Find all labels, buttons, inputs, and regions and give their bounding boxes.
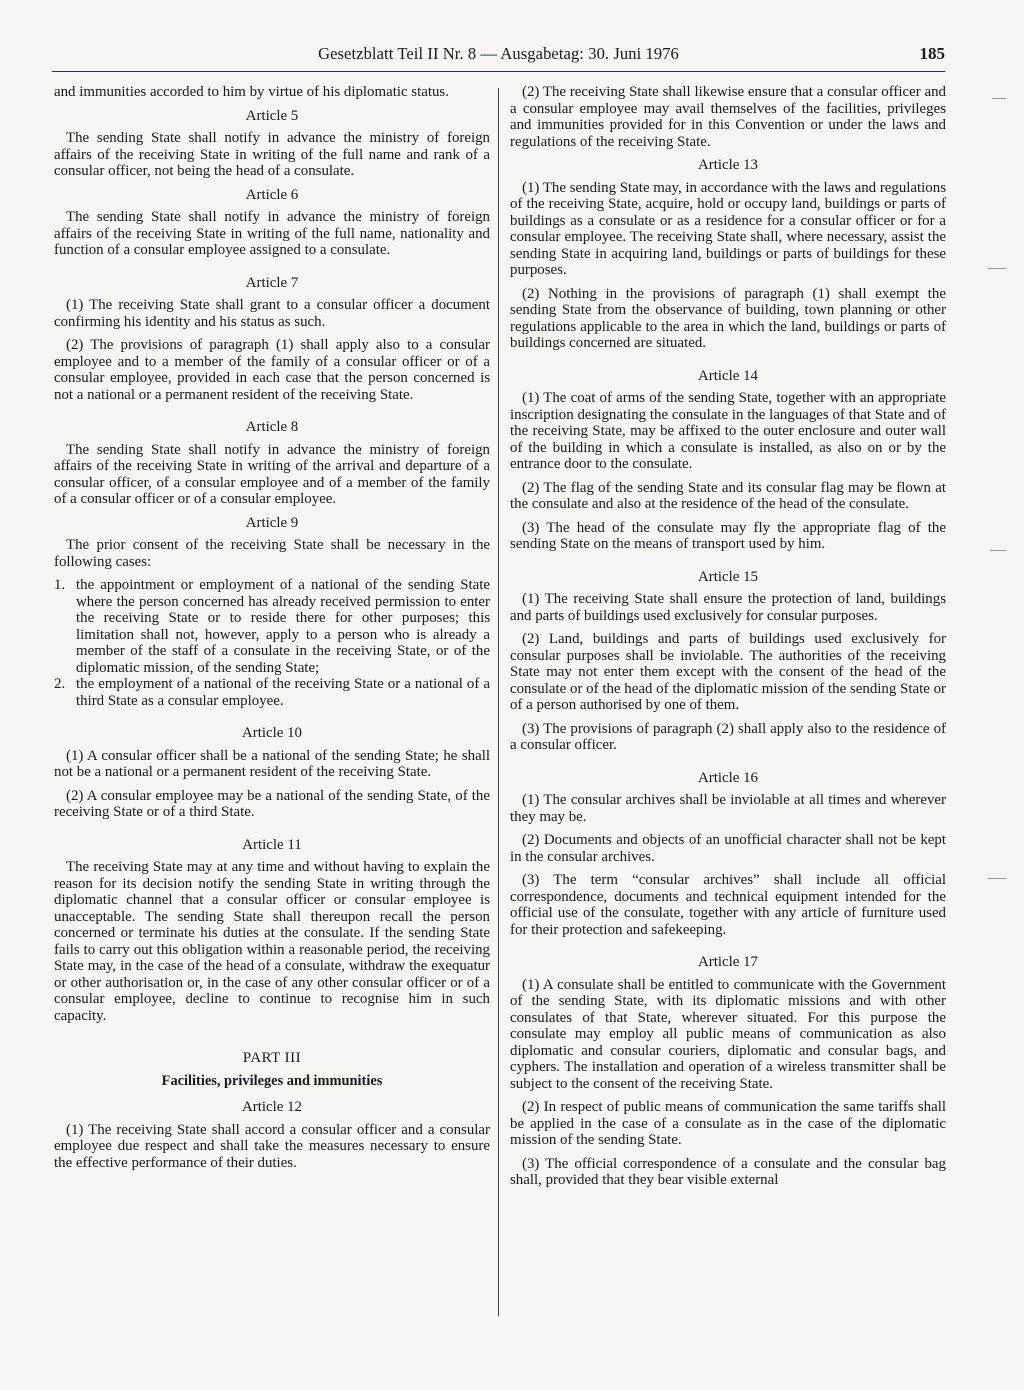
article-14-paragraph-1: (1) The coat of arms of the sending State, together with an appropriate inscription designating the consulate in the languages of that State and of the receiving State, may be affixed to the outer enclosure and outer wall of the building in which a consulate is installed, as also on or by the entrance door to the consulate. <box>510 390 946 472</box>
part-3-heading: PART III <box>242 1050 302 1066</box>
list-item-number: 2. <box>54 676 66 692</box>
article-11-heading: Article 11 <box>242 836 302 853</box>
right-column <box>510 84 946 1196</box>
article-9-paragraph: The prior consent of the receiving State shall be necessary in the following cases: <box>54 537 490 570</box>
article-10-paragraph-2: (2) A consular employee may be a national of the sending State, of the receiving State or of a third State. <box>54 787 490 820</box>
header-rule <box>52 71 945 72</box>
margin-mark <box>992 98 1006 99</box>
column-divider <box>498 88 499 1316</box>
intro-paragraph: and immunities accorded to him by virtue of his diplomatic status. <box>54 84 449 100</box>
article-14-heading: Article 14 <box>698 367 758 384</box>
article-15-paragraph-2: (2) Land, buildings and parts of buildings used exclusively for consular purposes shall be inviolable. The authorities of the receiving State may not enter them except with the consent of the head of the consulate or of the head of the diplomatic mission of the sending State or of a person authorised by one of them. <box>510 631 946 713</box>
list-item-number: 1. <box>54 577 66 593</box>
article-7-paragraph-1: (1) The receiving State shall grant to a consular officer a document confirming his identity and his status as such. <box>54 297 490 330</box>
gazette-title: Gesetzblatt Teil II Nr. 8 — Ausgabetag: 30. Juni 1976 <box>318 44 679 63</box>
article-13-heading: Article 13 <box>698 157 758 173</box>
article-11-paragraph: The receiving State may at any time and without having to explain the reason for its decision notify the sending State in writing through the diplomatic channel that a consular officer or consular employee is unacceptable. The sending State shall thereupon recall the person concerned or terminate his duties at the consulate. If the sending State fails to carry out this obligation within a reasonable period, the receiving State may, in the case of the head of a consulate, withdraw the exequatur or other authorisation or, in the case of any other consular officer or of a consular employee, decline to continue to recognise him in such capacity. <box>54 859 490 1024</box>
article-15-heading: Article 15 <box>698 568 758 585</box>
article-17-paragraph-1: (1) A consulate shall be entitled to communicate with the Government of the sending State, with its diplomatic missions and with other consulates of that State, wherever situated. For this purpose the consulate may employ all public means of communication as also diplomatic and consular couriers, diplomatic and consular bags, and cyphers. The installation and operation of a wireless transmitter shall be subject to the consent of the receiving State. <box>510 976 946 1092</box>
list-item <box>54 676 490 709</box>
article-13-paragraph-1: (1) The sending State may, in accordance with the laws and regulations of the receiving State, acquire, hold or occupy land, buildings or parts of buildings as a consulate or as a residence for a consular officer or for a consular employee. The receiving State shall, where necessary, assist the sending State in acquiring land, buildings or parts of buildings for these purposes. <box>510 179 946 278</box>
article-8-heading: Article 8 <box>245 419 299 435</box>
part-3-subtitle: Facilities, privileges and immunities <box>161 1072 383 1089</box>
article-5-paragraph: The sending State shall notify in advance the ministry of foreign affairs of the receiving State in writing of the full name and rank of a consular officer, not being the head of a consulate. <box>54 130 490 179</box>
list-item-text: the appointment or employment of a national of the sending State where the person concerned has already received permission to enter the receiving State or to reside there for other purposes; this limitation shall not, however, apply to a person who is already a member of the staff of a consulate in the receiving State, or of the diplomatic mission, of the sending State; <box>76 577 490 676</box>
article-16-paragraph-3: (3) The term “consular archives” shall include all official correspondence, documents and technical equipment intended for the official use of the consulate, together with any article of furniture used for their protection and safekeeping. <box>510 872 946 938</box>
article-15-paragraph-1: (1) The receiving State shall ensure the protection of land, buildings and parts of buildings used exclusively for consular purposes. <box>510 591 946 624</box>
margin-mark <box>988 268 1006 269</box>
page-number: 185 <box>919 44 945 63</box>
article-14-paragraph-2: (2) The flag of the sending State and its consular flag may be flown at the consulate and also at the residence of the head of the consulate. <box>510 479 946 512</box>
margin-mark <box>990 550 1006 551</box>
page-header <box>52 44 945 66</box>
article-17-heading: Article 17 <box>698 954 758 970</box>
article-15-paragraph-3: (3) The provisions of paragraph (2) shall apply also to the residence of a consular officer. <box>510 720 946 753</box>
article-14-paragraph-3: (3) The head of the consulate may fly the appropriate flag of the sending State on the means of transport used by him. <box>510 519 946 552</box>
article-12-paragraph-2: (2) The receiving State shall likewise ensure that a consular officer and a consular employee may avail themselves of the facilities, privileges and immunities provided for in this Convention or under the laws and regulations of the receiving State. <box>510 84 946 150</box>
article-9-heading: Article 9 <box>245 514 299 531</box>
article-8-paragraph: The sending State shall notify in advance the ministry of foreign affairs of the receiving State in writing of the arrival and departure of a consular officer, of a consular employee and of a member of the family of a consular officer or of a consular employee. <box>54 441 490 507</box>
article-12-paragraph-1: (1) The receiving State shall accord a consular officer and a consular employee due respect and shall take the measures necessary to ensure the effective performance of their duties. <box>54 1121 490 1171</box>
list-item-text: the employment of a national of the receiving State or a national of a third State as a consular employee. <box>76 676 490 709</box>
article-16-paragraph-1: (1) The consular archives shall be inviolable at all times and wherever they may be. <box>510 792 946 825</box>
article-16-heading: Article 16 <box>698 769 758 786</box>
article-6-paragraph: The sending State shall notify in advance the ministry of foreign affairs of the receiving State in writing of the full name, nationality and function of a consular employee assigned to a consulate. <box>54 209 490 258</box>
article-7-heading: Article 7 <box>245 274 299 291</box>
article-5-heading: Article 5 <box>245 107 299 124</box>
article-16-paragraph-2: (2) Documents and objects of an unofficial character shall not be kept in the consular archives. <box>510 832 946 865</box>
article-6-heading: Article 6 <box>245 186 299 203</box>
article-9-list <box>54 577 490 709</box>
left-column <box>54 84 490 1178</box>
article-13-paragraph-2: (2) Nothing in the provisions of paragraph (1) shall exempt the sending State from the observance of building, town planning or other regulations applicable to the area in which the land, buildings or parts of buildings concerned are situated. <box>510 285 946 351</box>
margin-mark <box>988 878 1006 879</box>
article-7-paragraph-2: (2) The provisions of paragraph (1) shall apply also to a consular employee and to a member of the family of a consular officer or of a consular employee, provided in each case that the person concerned is not a national or a permanent resident of the receiving State. <box>54 337 490 403</box>
article-17-paragraph-3: (3) The official correspondence of a consulate and the consular bag shall, provided that they bear visible external <box>510 1155 946 1188</box>
article-10-heading: Article 10 <box>242 725 302 741</box>
article-10-paragraph-1: (1) A consular officer shall be a national of the sending State; he shall not be a national or a permanent resident of the receiving State. <box>54 747 490 780</box>
article-17-paragraph-2: (2) In respect of public means of communication the same tariffs shall be applied in the case of a consulate as in the case of the diplomatic mission of the sending State. <box>510 1099 946 1148</box>
article-12-heading: Article 12 <box>242 1099 302 1115</box>
list-item <box>54 577 490 676</box>
